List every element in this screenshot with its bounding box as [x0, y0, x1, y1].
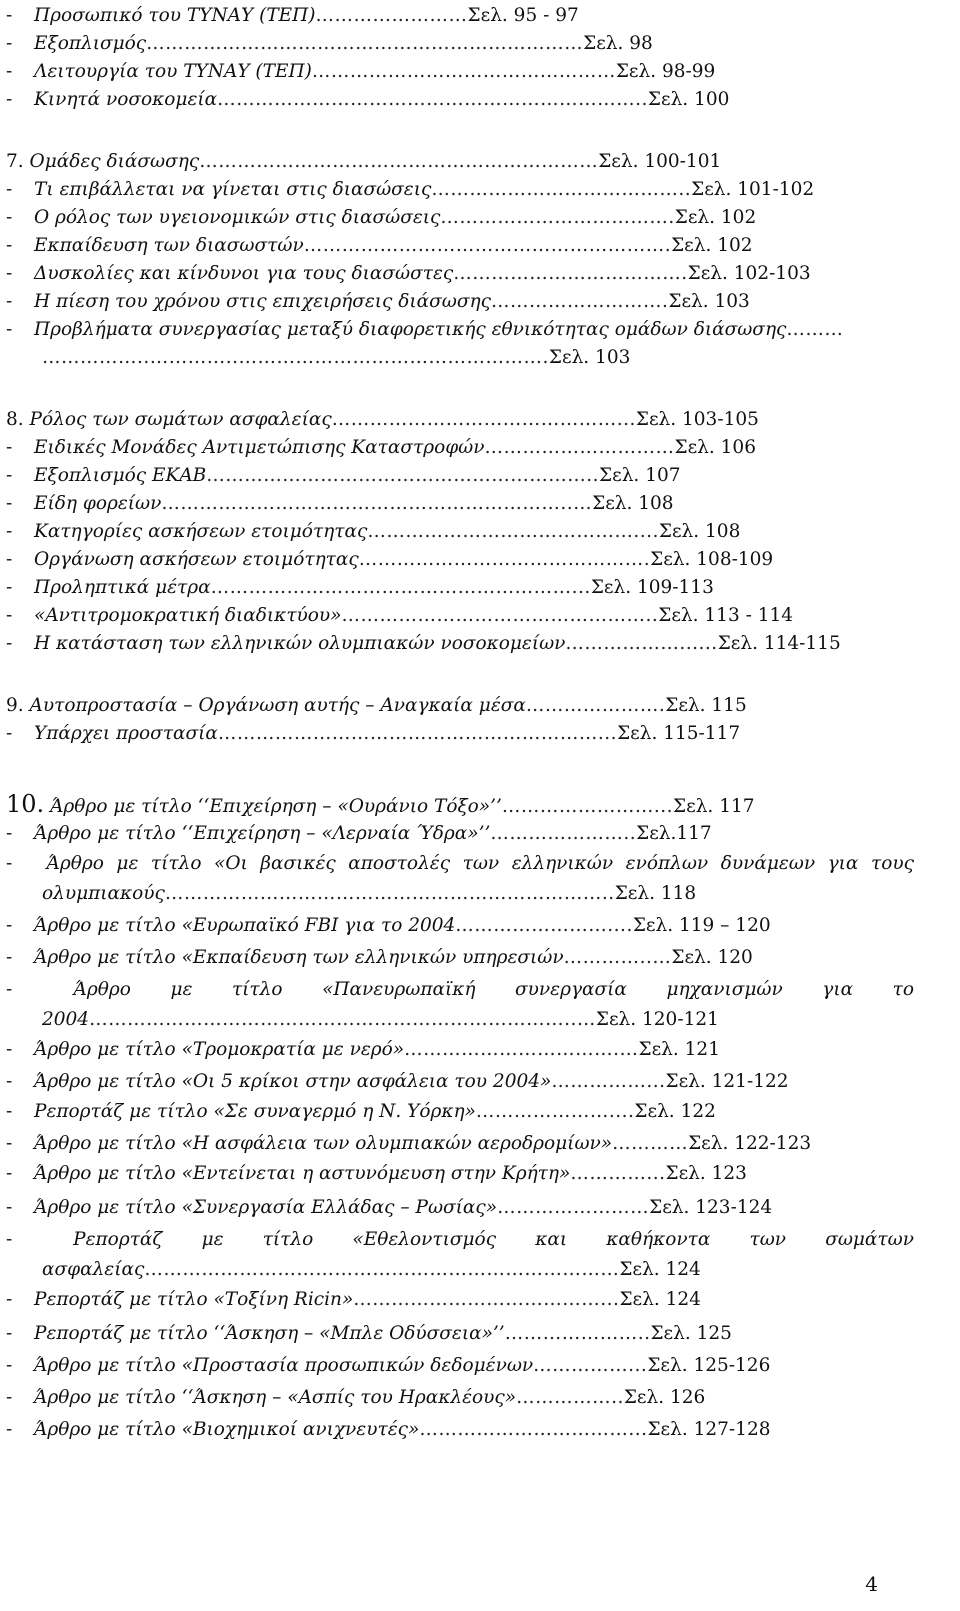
leader-dots: ………	[786, 319, 844, 340]
entry-word: με	[170, 979, 193, 1000]
leader-dots: ……………...	[551, 1071, 666, 1092]
entry-dash: -	[6, 521, 13, 542]
entry-title: Ο ρόλος των υγειονομικών στις διασώσεις	[34, 207, 441, 228]
entry-dash: -	[6, 1071, 13, 1092]
entry-dash: -	[6, 493, 13, 514]
page-reference: Σελ. 120	[671, 947, 753, 968]
entry-title: Είδη φορείων	[34, 493, 162, 514]
entry-title: Ρόλος των σωμάτων ασφαλείας	[29, 409, 332, 430]
entry-word: για	[827, 853, 859, 874]
toc-entry	[6, 1006, 916, 1034]
section-number: 9.	[6, 695, 24, 716]
entry-title: Εξοπλισμός ΕΚΑΒ	[34, 465, 207, 486]
toc-entry	[6, 518, 880, 546]
page-reference: Σελ. 119 – 120	[632, 915, 771, 936]
entry-title: Η κατάσταση των ελληνικών ολυμπιακών νοσοκομείων	[34, 633, 566, 654]
toc-entry	[6, 176, 880, 204]
leader-dots: …………………………………………………...	[210, 577, 591, 598]
leader-dots: …………...	[570, 1163, 666, 1184]
leader-dots: ……………………………………….	[358, 549, 651, 570]
page-reference: Σελ. 126	[623, 1387, 706, 1408]
leader-dots: ……………………	[497, 1197, 650, 1218]
entry-title: Τι επιβάλλεται να γίνεται στις διασώσεις	[34, 179, 432, 200]
leader-dots: …………………..	[490, 823, 637, 844]
leader-dots: …………………………………………..	[341, 605, 659, 626]
page-reference: Σελ. 106	[674, 437, 756, 458]
entry-dash: -	[6, 1289, 13, 1310]
entry-title: Άρθρο με τίτλο «Προστασία προσωπικών δεδομένων	[34, 1355, 534, 1376]
entry-title: Ρεπορτάζ με τίτλο ‘‘Άσκηση – «Μπλε Οδύσσεια»’’	[34, 1323, 505, 1344]
toc-entry	[6, 720, 880, 748]
page-reference: Σελ. 115	[665, 695, 747, 716]
leader-dots: ………………………………………...	[331, 409, 636, 430]
page-reference: Σελ. 113 - 114	[658, 605, 794, 626]
entry-title: Προληπτικά μέτρα	[34, 577, 211, 598]
page-reference: Σελ. 125-126	[647, 1355, 771, 1376]
page-reference: Σελ. 100	[647, 89, 730, 110]
entry-dash: -	[6, 235, 13, 256]
entry-dash: -	[6, 179, 13, 200]
leader-dots: ……………..	[516, 1387, 624, 1408]
entry-dash: -	[6, 723, 13, 744]
entry-dash: -	[6, 61, 13, 82]
leader-dots: ……………………...	[501, 796, 674, 817]
entry-title: Άρθρο με τίτλο «Τρομοκρατία με νερό»	[34, 1039, 405, 1060]
toc-entry	[6, 1256, 916, 1284]
entry-title: Ρεπορτάζ με τίτλο «Σε συναγερμό η Ν. Υόρκη»	[34, 1101, 476, 1122]
leader-dots: ……………...	[533, 1355, 648, 1376]
entry-dash: -	[6, 633, 13, 654]
entry-title: Άρθρο με τίτλο ‘‘Επιχείρηση – «Λερναία Ύδρα»’’	[34, 823, 491, 844]
page-number: 4	[865, 1572, 878, 1596]
leader-dots: ………………………………………………………	[199, 151, 599, 172]
leader-dots: ……………..…………..………………………………………….	[42, 347, 549, 368]
entry-title: Εκπαίδευση των διασωστών	[34, 235, 304, 256]
page-reference: Σελ. 102	[674, 207, 757, 228]
entry-title: Άρθρο με τίτλο «Εντείνεται η αστυνόμευση στην Κρήτη»	[34, 1163, 571, 1184]
entry-title: Δυσκολίες και κίνδυνοι για τους διασώστες	[34, 263, 454, 284]
leader-dots: …………..…	[563, 947, 672, 968]
toc-entry	[6, 850, 914, 878]
entry-title: Ειδικές Μονάδες Αντιμετώπισης Καταστροφών	[34, 437, 485, 458]
page-reference: Σελ. 122	[634, 1101, 716, 1122]
entry-dash: -	[6, 915, 13, 936]
toc-entry	[6, 204, 880, 232]
page-reference: Σελ. 125	[650, 1323, 732, 1344]
toc-entry	[6, 1286, 880, 1314]
leader-dots: ……………………………………………………………	[146, 33, 584, 54]
page-reference: Σελ. 103	[668, 291, 750, 312]
entry-title: «Αντιτρομοκρατική διαδικτύου»	[34, 605, 342, 626]
entry-title: Άρθρο με τίτλο «Η ασφάλεια των ολυμπιακών αεροδρομίων»	[34, 1133, 613, 1154]
toc-entry	[6, 288, 880, 316]
page-reference: Σελ. 122-123	[688, 1133, 812, 1154]
toc-entry	[6, 602, 880, 630]
toc-entry	[6, 912, 880, 940]
leader-dots: ………………….	[525, 695, 666, 716]
entry-dash: -	[6, 1133, 13, 1154]
entry-dash: -	[6, 319, 13, 340]
toc-entry	[6, 232, 880, 260]
entry-title: Οργάνωση ασκήσεων ετοιμότητας	[34, 549, 359, 570]
entry-dash: -	[6, 1419, 13, 1440]
toc-entry	[6, 1036, 880, 1064]
entry-dash: -	[6, 437, 13, 458]
toc-entry	[6, 1098, 880, 1126]
entry-word: «Εθελοντισμός	[352, 1229, 497, 1250]
entry-dash: -	[6, 1229, 13, 1250]
leader-dots: ………………………………………………….	[303, 235, 672, 256]
entry-dash: -	[6, 979, 13, 1000]
page-reference: Σελ. 123-124	[649, 1197, 773, 1218]
entry-word: «Οι	[214, 853, 248, 874]
entry-dash: -	[6, 1039, 13, 1060]
page-reference: Σελ. 121	[638, 1039, 720, 1060]
toc-entry	[6, 692, 880, 720]
entry-word: το	[892, 979, 914, 1000]
entry-word: Άρθρο	[46, 853, 104, 874]
leader-dots: ……………………	[315, 5, 468, 26]
toc-entry	[6, 1352, 880, 1380]
entry-dash: -	[6, 89, 13, 110]
entry-title: Εξοπλισμός	[34, 33, 147, 54]
page-reference: Σελ. 117	[673, 796, 755, 817]
entry-dash: -	[6, 465, 13, 486]
entry-dash: -	[6, 33, 13, 54]
entry-word: με	[116, 853, 139, 874]
leader-dots: ……………………....	[455, 915, 633, 936]
page-reference: Σελ. 123	[665, 1163, 747, 1184]
entry-dash: -	[6, 823, 13, 844]
entry-title: Άρθρο με τίτλο «Εκπαίδευση των ελληνικών υπηρεσιών	[34, 947, 564, 968]
toc-entry	[6, 86, 880, 114]
toc-entry	[6, 30, 880, 58]
entry-word: βασικές	[260, 853, 336, 874]
toc-entry	[6, 462, 880, 490]
page-reference: Σελ. 121-122	[665, 1071, 789, 1092]
entry-dash: -	[6, 1197, 13, 1218]
toc-entry	[6, 316, 880, 344]
page-reference: Σελ. 114-115	[717, 633, 841, 654]
page-reference: Σελ. 108	[592, 493, 674, 514]
entry-word: αποστολές	[348, 853, 451, 874]
entry-word: Άρθρο	[73, 979, 131, 1000]
entry-dash: -	[6, 1101, 13, 1122]
entry-word: τίτλο	[231, 979, 283, 1000]
page-reference: Σελ. 120-121	[595, 1009, 719, 1030]
leader-dots: …………………....	[475, 1101, 635, 1122]
entry-dash: -	[6, 1355, 13, 1376]
page-reference: Σελ. 108	[658, 521, 741, 542]
page-reference: Σελ. 103-105	[635, 409, 759, 430]
entry-title: Η πίεση του χρόνου στις επιχειρήσεις διάσωσης	[34, 291, 491, 312]
toc-entry	[6, 344, 916, 372]
leader-dots: …………………………………………………………………..…	[89, 1009, 596, 1030]
entry-title: Άρθρο με τίτλο ‘‘Επιχείρηση – «Ουράνιο Τόξο»’’	[50, 796, 502, 817]
leader-dots: ……………………….	[490, 291, 669, 312]
entry-title: Άρθρο με τίτλο «Βιοχημικοί ανιχνευτές»	[34, 1419, 420, 1440]
page-reference: Σελ. 118	[614, 883, 697, 904]
entry-title: Κατηγορίες ασκήσεων ετοιμότητας	[34, 521, 368, 542]
toc-entry	[6, 1194, 880, 1222]
entry-title: 2004	[42, 1009, 90, 1030]
page-reference: Σελ. 103	[548, 347, 631, 368]
leader-dots: ……………………………………………………..	[206, 465, 600, 486]
toc-entry	[6, 1226, 914, 1254]
entry-title: Άρθρο με τίτλο ‘‘Άσκηση – «Ασπίς του Ηρακλέους»	[34, 1387, 517, 1408]
entry-dash: -	[6, 549, 13, 570]
entry-title: Ρεπορτάζ με τίτλο «Τοξίνη Ricin»	[34, 1289, 354, 1310]
entry-word: σωμάτων	[825, 1229, 914, 1250]
entry-title: Λειτουργία του ΤΥΝΑΥ (ΤΕΠ)	[34, 61, 312, 82]
leader-dots: …………	[612, 1133, 689, 1154]
entry-dash: -	[6, 263, 13, 284]
entry-word: δυνάμεων	[720, 853, 816, 874]
toc-entry	[6, 260, 880, 288]
entry-word: και	[535, 1229, 568, 1250]
toc-entry	[6, 1160, 880, 1188]
toc-entry	[6, 574, 880, 602]
page-reference: Σελ. 109-113	[590, 577, 714, 598]
toc-entry	[6, 490, 880, 518]
page-reference: Σελ. 115-117	[617, 723, 741, 744]
entry-word: των	[462, 853, 500, 874]
toc-entry	[6, 406, 880, 434]
page-reference: Σελ.117	[636, 823, 712, 844]
leader-dots: …………………………………………	[311, 61, 616, 82]
toc-entry	[6, 820, 880, 848]
toc-entry	[6, 944, 880, 972]
entry-title: Άρθρο με τίτλο «Ευρωπαϊκό FBI για το 2004	[34, 915, 456, 936]
entry-dash: -	[6, 1323, 13, 1344]
entry-title: ασφαλείας	[42, 1259, 145, 1280]
entry-word: των	[749, 1229, 787, 1250]
entry-dash: -	[6, 1387, 13, 1408]
leader-dots: ……………………………………....	[367, 521, 659, 542]
entry-dash: -	[6, 577, 13, 598]
page-reference: Σελ. 102	[671, 235, 753, 256]
entry-title: Άρθρο με τίτλο «Συνεργασία Ελλάδας – Ρωσίας»	[34, 1197, 498, 1218]
toc-entry	[6, 1130, 880, 1158]
entry-word: μηχανισμών	[666, 979, 783, 1000]
leader-dots: ………………………………………………………..…	[161, 493, 593, 514]
entry-dash: -	[6, 947, 13, 968]
toc-entry	[6, 1068, 880, 1096]
entry-word: «Πανευρωπαϊκή	[322, 979, 476, 1000]
toc-entry	[6, 790, 880, 818]
entry-title: Προσωπικό του ΤΥΝΑΥ (ΤΕΠ)	[34, 5, 316, 26]
leader-dots: …………………………………………………………………	[144, 1259, 620, 1280]
leader-dots: …………………………………...	[353, 1289, 620, 1310]
section-number: 7.	[6, 151, 24, 172]
page-reference: Σελ. 101-102	[691, 179, 815, 200]
leader-dots: …………………………	[484, 437, 675, 458]
page-reference: Σελ. 107	[599, 465, 681, 486]
entry-title: Ομάδες διάσωσης	[29, 151, 200, 172]
entry-dash: -	[6, 207, 13, 228]
entry-dash: -	[6, 605, 13, 626]
leader-dots: ……………………………….	[440, 207, 675, 228]
toc-entry	[6, 434, 880, 462]
entry-title: Προβλήματα συνεργασίας μεταξύ διαφορετικής εθνικότητας ομάδων διάσωσης	[34, 319, 787, 340]
entry-word: ελληνικών	[511, 853, 614, 874]
entry-word: για	[822, 979, 854, 1000]
entry-word: συνεργασία	[515, 979, 627, 1000]
leader-dots: ……………………………………………………………..	[164, 883, 615, 904]
entry-word: ενόπλων	[625, 853, 709, 874]
toc-entry	[6, 880, 916, 908]
page-reference: Σελ. 102-103	[687, 263, 811, 284]
entry-dash: -	[6, 291, 13, 312]
leader-dots: ………………......	[565, 633, 718, 654]
leader-dots: …………………………….…	[404, 1039, 639, 1060]
entry-title: Κινητά νοσοκομεία	[34, 89, 218, 110]
entry-word: με	[201, 1229, 224, 1250]
entry-word: Ρεπορτάζ	[73, 1229, 163, 1250]
toc-entry	[6, 1416, 880, 1444]
leader-dots: ……………………………...	[419, 1419, 648, 1440]
page-reference: Σελ. 127-128	[647, 1419, 771, 1440]
leader-dots: ……………………………………………………...	[217, 723, 618, 744]
entry-word: τίτλο	[262, 1229, 314, 1250]
section-number: 8.	[6, 409, 24, 430]
toc-entry	[6, 546, 880, 574]
entry-title: Άρθρο με τίτλο «Οι 5 κρίκοι στην ασφάλεια του 2004»	[34, 1071, 552, 1092]
entry-title: Υπάρχει προστασία	[34, 723, 218, 744]
toc-entry	[6, 58, 880, 86]
entry-word: τους	[870, 853, 914, 874]
toc-entry	[6, 976, 914, 1004]
section-number: 10.	[6, 790, 45, 818]
leader-dots: ……………………………….	[453, 263, 688, 284]
leader-dots: …………………………………………………………..	[217, 89, 648, 110]
page-reference: Σελ. 108-109	[650, 549, 774, 570]
leader-dots: …………………………………..	[431, 179, 692, 200]
page-reference: Σελ. 124	[619, 1259, 701, 1280]
entry-dash: -	[6, 853, 13, 874]
page-reference: Σελ. 98	[583, 33, 653, 54]
toc-entry	[6, 2, 880, 30]
leader-dots: …………………..	[504, 1323, 651, 1344]
toc-entry	[6, 630, 880, 658]
entry-dash: -	[6, 1163, 13, 1184]
page-reference: Σελ. 98-99	[615, 61, 716, 82]
page-reference: Σελ. 100-101	[598, 151, 722, 172]
page-reference: Σελ. 124	[619, 1289, 701, 1310]
entry-dash: -	[6, 5, 13, 26]
page-reference: Σελ. 95 - 97	[467, 5, 579, 26]
toc-entry	[6, 1320, 880, 1348]
entry-word: καθήκοντα	[606, 1229, 711, 1250]
toc-entry	[6, 148, 880, 176]
entry-word: τίτλο	[150, 853, 202, 874]
entry-title: ολυμπιακούς	[42, 883, 165, 904]
toc-entry	[6, 1384, 880, 1412]
entry-title: Αυτοπροστασία – Οργάνωση αυτής – Αναγκαία μέσα	[29, 695, 526, 716]
